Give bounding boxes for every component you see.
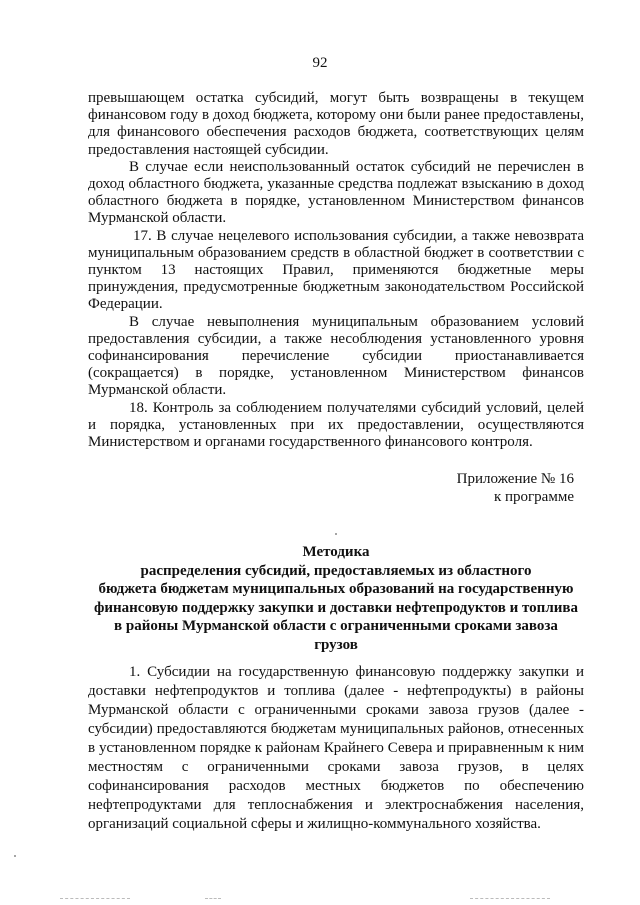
heading-subtitle-line: в районы Мурманской области с ограниченными сроками завоза (114, 618, 558, 634)
paragraph-item-17: 17. В случае нецелевого использования субсидии, а также невозврата муниципальным образованием средств в областной бюджет в соответствии с пунктом 13 настоящих Правил, применяются бюджетные меры принуждения, предусмотренные бюджетным законодательством Российской Федерации. (88, 227, 584, 313)
scan-speck (14, 855, 16, 857)
paragraph: превышающем остатка субсидий, могут быть возвращены в текущем финансовом году в доход бюджета, которому они были ранее предоставлены, для финансового обеспечения расходов бюджета, соответствующих целям предоставления настоящей субсидии. (88, 90, 584, 158)
paragraph: В случае невыполнения муниципальным образованием условий предоставления субсидии, а также несоблюдения установленного уровня софинансирования перечисление субсидии приостанавливается (сокращается) в порядке, установленном Министерством финансов Мурманской области. (88, 313, 584, 399)
appendix-program: к программе (493, 489, 574, 505)
paragraph-item-1: 1. Субсидии на государственную финансовую поддержку закупки и доставки нефтепродуктов и топлива (далее - нефтепродукты) в районы Мурманской области с ограниченными сроками завоза грузов (далее - субсидии) предоставляются бюджетам муниципальных районов, отнесенных в установленном порядке к районам Крайнего Севера и приравненным к ним местностям с ограниченными сроками завоза грузов, в целях софинансирования расходов местных бюджетов по обеспечению нефтепродуктами для теплоснабжения и электроснабжения населения, организаций социальной сферы и жилищно-коммунального хозяйства. (88, 664, 584, 832)
heading-subtitle-line: бюджета бюджетам муниципальных образований на государственную (98, 581, 574, 597)
page-number: 92 (312, 55, 328, 71)
scan-edge-mark (60, 898, 130, 899)
heading-subtitle-line: грузов (314, 636, 358, 653)
scan-speck (335, 533, 337, 535)
body-text-bottom (88, 663, 584, 834)
scan-edge-mark (205, 898, 221, 899)
heading-title: Методика (302, 544, 370, 560)
heading-subtitle-line: распределения субсидий, предоставляемых из областного (140, 562, 532, 579)
paragraph: В случае если неиспользованный остаток субсидий не перечислен в доход областного бюджета, указанные средства подлежат взысканию в доход областного бюджета в порядке, установленном Министерством финансов Мурманской области. (88, 158, 584, 227)
paragraph-item-18: 18. Контроль за соблюдением получателями субсидий условий, целей и порядка, установленных при их предоставлении, осуществляются Министерством и органами государственного финансового контроля. (88, 399, 584, 451)
appendix-number: Приложение № 16 (456, 471, 574, 487)
heading-subtitle-line: финансовую поддержку закупки и доставки нефтепродуктов и топлива (94, 599, 578, 616)
scan-edge-mark (470, 898, 550, 899)
body-text-top (88, 90, 584, 451)
appendix-reference (457, 470, 574, 506)
methodology-heading (88, 543, 584, 654)
